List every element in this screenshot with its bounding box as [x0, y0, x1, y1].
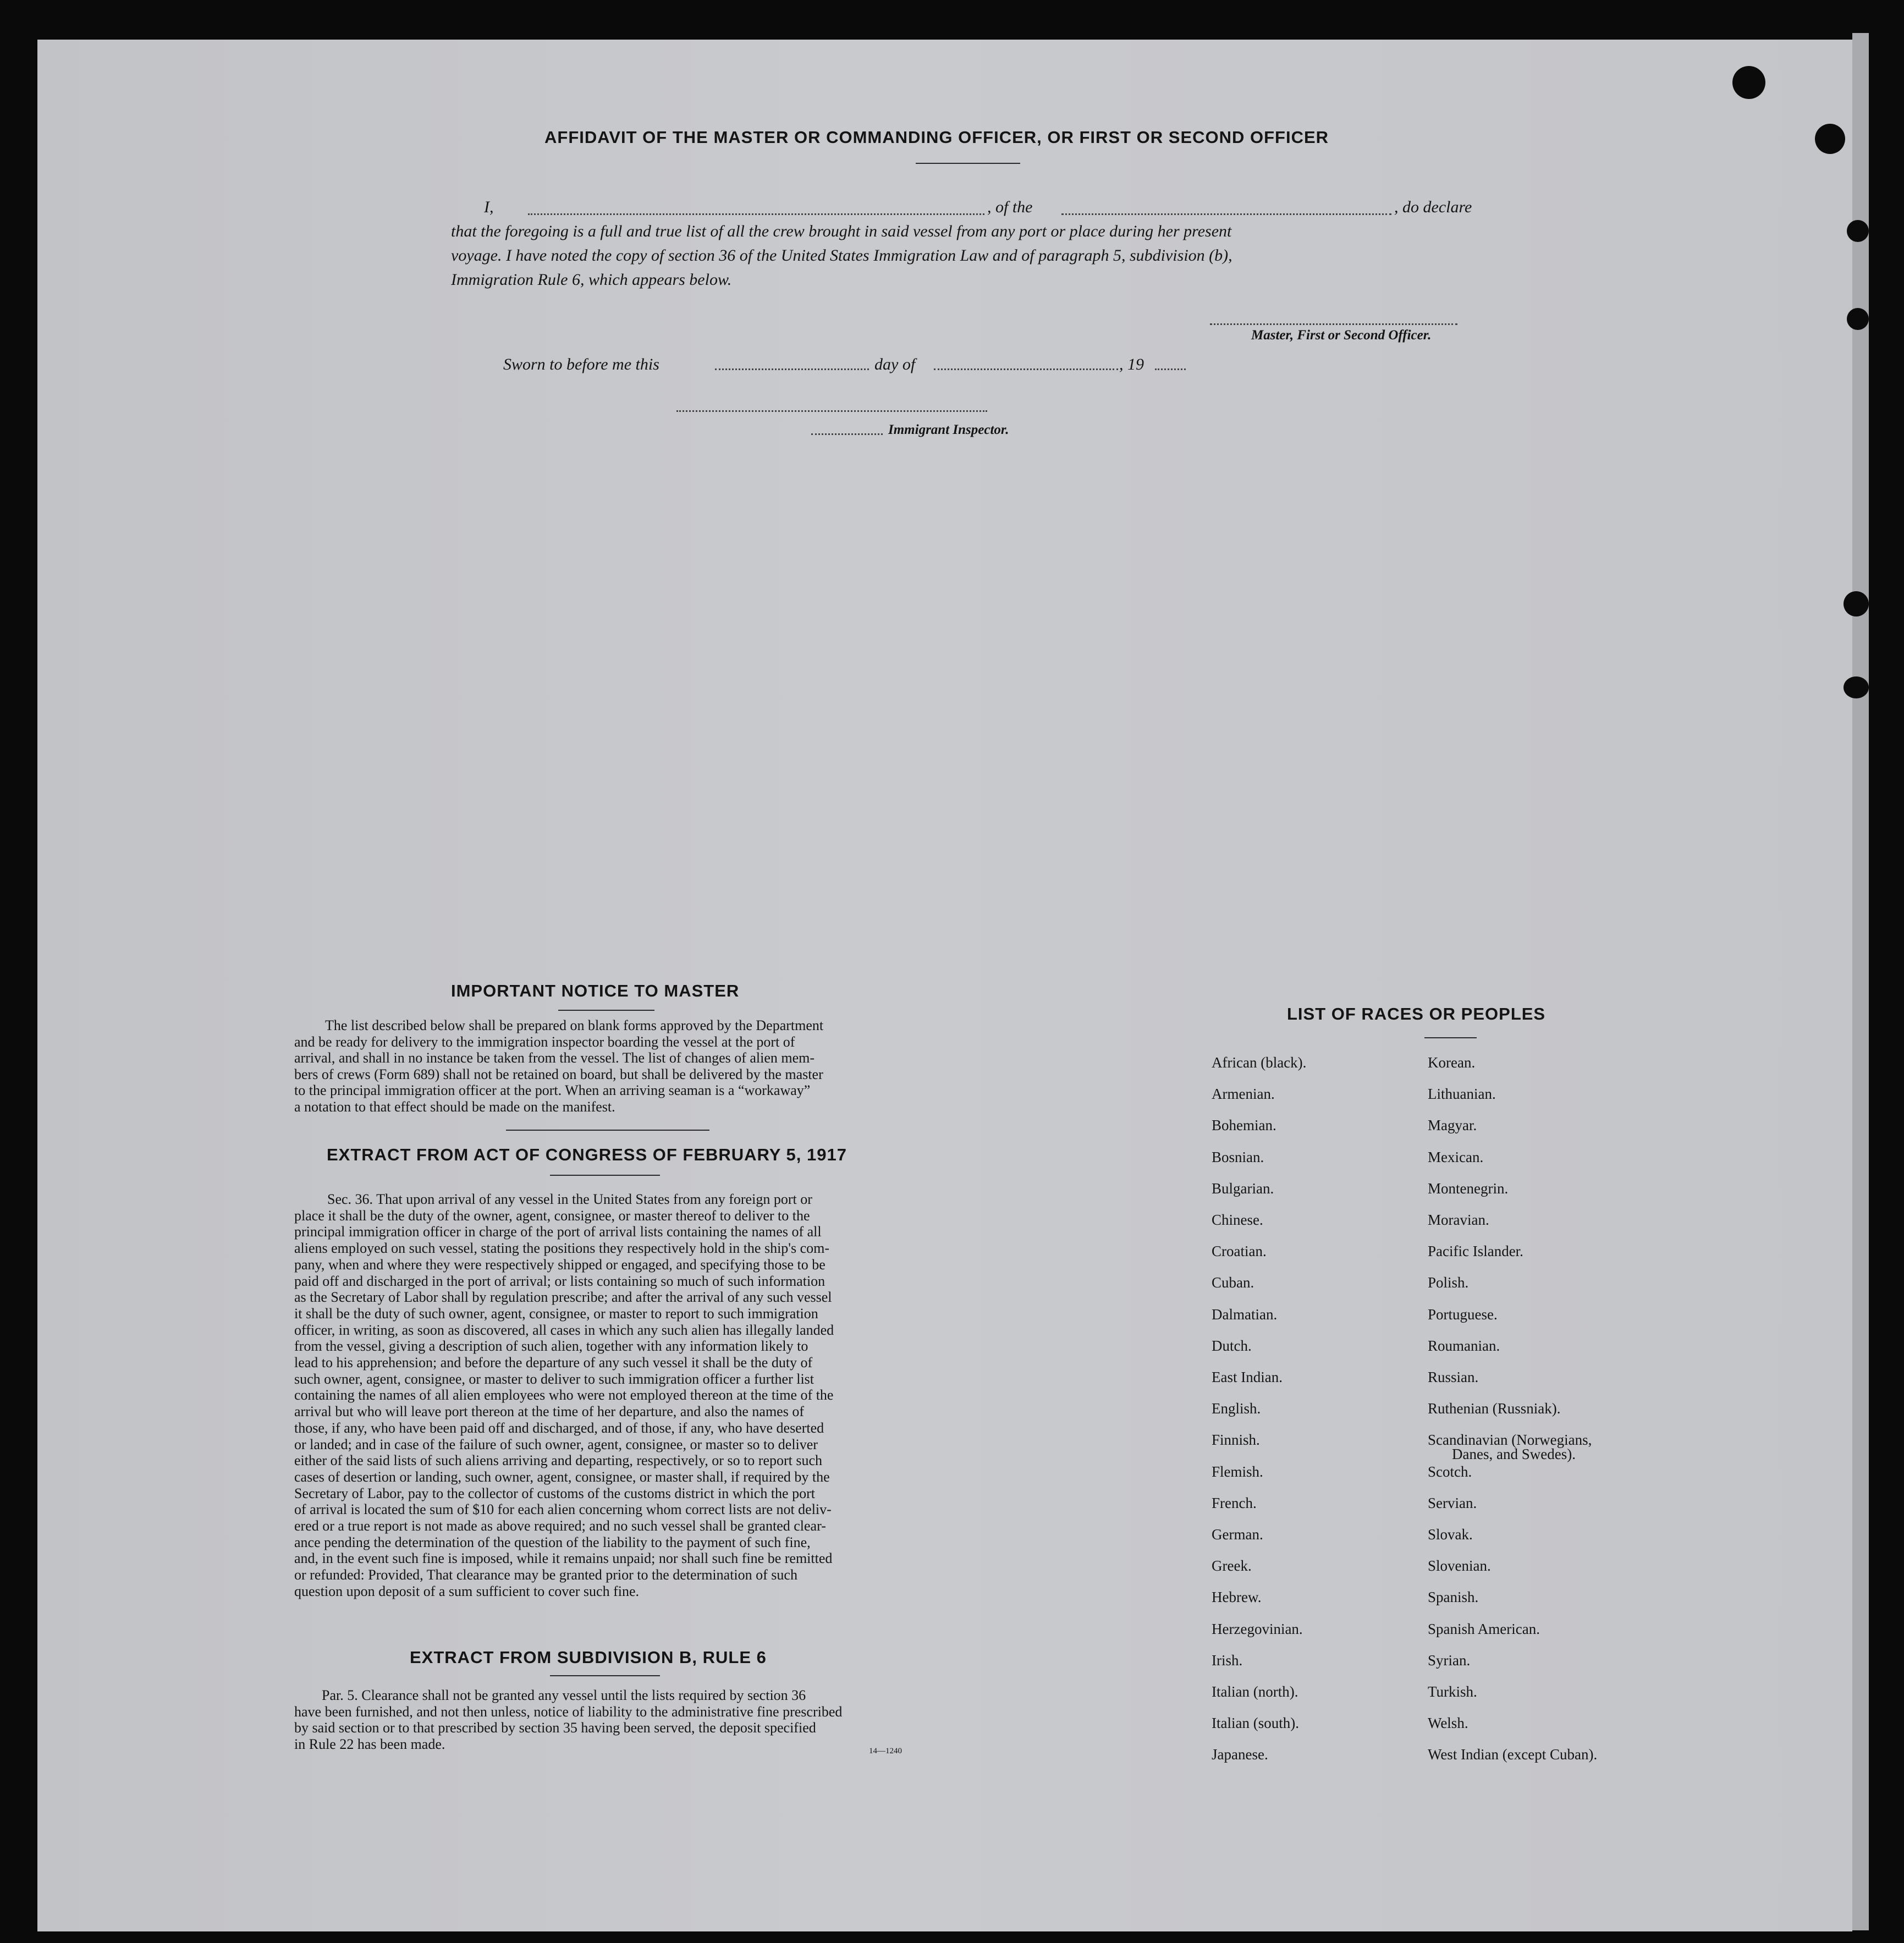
rule-line: have been furnished, and not then unless, notice of liability to the administrative fine prescribed	[294, 1703, 843, 1720]
day-of-text: day of	[874, 355, 916, 373]
race-item: Japanese.	[1212, 1746, 1268, 1763]
notice-title: IMPORTANT NOTICE TO MASTER	[451, 981, 740, 1000]
vessel-blank[interactable]	[1061, 213, 1391, 215]
races-title: LIST OF RACES OR PEOPLES	[1287, 1004, 1546, 1023]
notice-line: to the principal immigration officer at the port. When an arriving seaman is a “workaway”	[294, 1082, 811, 1099]
affidavit-line: that the foregoing is a full and true list of all the crew brought in said vessel from any port or place during her present	[451, 222, 1232, 240]
act-title: EXTRACT FROM ACT OF CONGRESS OF FEBRUARY 5, 1917	[327, 1145, 847, 1164]
signature-blank[interactable]	[1210, 323, 1457, 325]
race-item: Moravian.	[1428, 1212, 1489, 1228]
act-line: officer, in writing, as soon as discovered, all cases in which any such alien has illegally landed	[294, 1322, 834, 1338]
name-blank[interactable]	[528, 213, 984, 215]
act-line: or landed; and in case of the failure of such owner, agent, consignee, or master so to deliver	[294, 1436, 818, 1452]
act-line: aliens employed on such vessel, stating the positions they respectively hold in the ship's com-	[294, 1240, 830, 1257]
race-item: Bohemian.	[1212, 1117, 1276, 1134]
race-item: Bosnian.	[1212, 1148, 1264, 1165]
act-line: ance pending the determination of the question of the liability to the payment of such fine,	[294, 1534, 811, 1550]
notice-line: bers of crews (Form 689) shall not be retained on board, but shall be delivered by the master	[294, 1066, 823, 1082]
race-item: Dalmatian.	[1212, 1306, 1278, 1323]
race-item: Magyar.	[1428, 1117, 1477, 1134]
act-line: either of the said lists of such aliens arriving and departing, respectively, or so to report such	[294, 1452, 823, 1469]
act-line: Secretary of Labor, pay to the collector of customs of the customs district in which the port	[294, 1485, 815, 1501]
act-line: of arrival is located the sum of $10 for each alien concerning whom correct lists are not deliv-	[294, 1501, 832, 1518]
act-line: those, if any, who have been paid off and discharged, and of those, if any, who have deserted	[294, 1419, 824, 1436]
day-blank[interactable]	[715, 368, 869, 370]
act-line: place it shall be the duty of the owner, agent, consignee, or master thereof to deliver to the	[294, 1207, 810, 1224]
race-item: East Indian.	[1212, 1369, 1283, 1385]
race-item: Chinese.	[1212, 1212, 1263, 1228]
race-item: Syrian.	[1428, 1652, 1471, 1669]
race-item: Lithuanian.	[1428, 1086, 1496, 1103]
race-item: Finnish.	[1212, 1432, 1260, 1449]
signature-label: Master, First or Second Officer.	[1251, 328, 1432, 343]
binding-hole	[1847, 308, 1869, 330]
notice-line: The list described below shall be prepared on blank forms approved by the Department	[325, 1017, 824, 1033]
act-line: cases of desertion or landing, such owner, agent, consignee, or master shall, if required by the	[294, 1468, 830, 1485]
race-item: Korean.	[1428, 1054, 1476, 1071]
race-item-continuation: Danes, and Swedes).	[1452, 1446, 1576, 1463]
act-line: Sec. 36. That upon arrival of any vessel in the United States from any foreign port or	[327, 1191, 812, 1207]
affidavit-line: voyage. I have noted the copy of section 36 of the United States Immigration Law and of paragraph 5, subdivision (b),	[451, 246, 1232, 265]
race-item: West Indian (except Cuban).	[1428, 1746, 1598, 1763]
act-underline	[550, 1175, 660, 1176]
race-item: Turkish.	[1428, 1683, 1477, 1700]
race-item: Irish.	[1212, 1652, 1243, 1669]
rule-underline	[550, 1675, 660, 1676]
race-item: Greek.	[1212, 1557, 1252, 1575]
race-item: Italian (north).	[1212, 1683, 1298, 1700]
race-item: Slovenian.	[1428, 1557, 1491, 1575]
race-item: Pacific Islander.	[1428, 1243, 1523, 1260]
month-blank[interactable]	[934, 368, 1118, 370]
race-item: Flemish.	[1212, 1463, 1263, 1480]
race-item: Scandinavian (Norwegians,	[1428, 1432, 1592, 1449]
act-line: question upon deposit of a sum sufficient to cover such fine.	[294, 1583, 640, 1599]
act-line: pany, when and where they were respectively shipped or engaged, and specifying those to be	[294, 1256, 826, 1273]
rule-line: in Rule 22 has been made.	[294, 1736, 445, 1752]
act-line: lead to his apprehension; and before the departure of any such vessel it shall be the duty of	[294, 1355, 813, 1370]
binding-hole	[1844, 676, 1869, 698]
act-line: and, in the event such fine is imposed, while it remains unpaid; nor shall such fine be remitted	[294, 1550, 833, 1567]
affidavit-do-declare: , do declare	[1394, 198, 1472, 216]
affidavit-line: Immigration Rule 6, which appears below.	[451, 271, 732, 289]
binding-hole	[1815, 124, 1845, 154]
race-item: Slovak.	[1428, 1526, 1473, 1543]
rule-line: by said section or to that prescribed by section 35 having been served, the deposit specified	[294, 1720, 816, 1736]
race-item: Herzegovinian.	[1212, 1620, 1303, 1637]
act-line: paid off and discharged in the port of arrival; or lists containing so much of such information	[294, 1273, 826, 1289]
race-item: Roumanian.	[1428, 1337, 1500, 1354]
act-line: such owner, agent, consignee, or master to deliver to such immigration officer a further list	[294, 1370, 815, 1387]
binding-hole	[1732, 66, 1765, 99]
notice-line: arrival, and shall in no instance be taken from the vessel. The list of changes of alien mem-	[294, 1050, 815, 1066]
notice-line: a notation to that effect should be made on the manifest.	[294, 1099, 615, 1115]
document-page	[37, 40, 1852, 1931]
act-line: it shall be the duty of such owner, agent, consignee, or master to report to such immigration	[294, 1305, 818, 1322]
race-item: Cuban.	[1212, 1274, 1254, 1291]
affidavit-i: I,	[484, 198, 494, 216]
year-blank[interactable]	[1155, 368, 1186, 370]
races-underline	[1424, 1037, 1477, 1038]
race-item: Italian (south).	[1212, 1715, 1299, 1732]
race-item: Dutch.	[1212, 1337, 1252, 1354]
form-number: 14—1240	[869, 1747, 902, 1755]
race-item: Scotch.	[1428, 1463, 1472, 1480]
race-item: Mexican.	[1428, 1148, 1484, 1165]
race-item: Montenegrin.	[1428, 1180, 1509, 1197]
act-line: containing the names of all alien employees who were not employed thereon at the time of the	[294, 1387, 834, 1403]
race-item: Servian.	[1428, 1494, 1477, 1511]
race-item: Spanish American.	[1428, 1620, 1540, 1637]
rule-line: Par. 5. Clearance shall not be granted any vessel until the lists required by section 36	[322, 1687, 806, 1703]
inspector-signature-blank[interactable]	[676, 410, 987, 412]
notice-divider	[506, 1130, 709, 1131]
race-item: French.	[1212, 1494, 1257, 1511]
race-item: African (black).	[1212, 1054, 1307, 1071]
act-line: ered or a true report is not made as above required; and no such vessel shall be granted clear-	[294, 1518, 826, 1534]
rule-title: EXTRACT FROM SUBDIVISION B, RULE 6	[410, 1648, 767, 1667]
race-item: Welsh.	[1428, 1715, 1468, 1732]
inspector-label: Immigrant Inspector.	[888, 422, 1009, 437]
affidavit-of-the: , of the	[987, 198, 1033, 216]
affidavit-title: AFFIDAVIT OF THE MASTER OR COMMANDING OFFICER, OR FIRST OR SECOND OFFICER	[544, 128, 1329, 147]
year-text: , 19	[1119, 355, 1144, 373]
race-item: English.	[1212, 1400, 1261, 1417]
race-item: Croatian.	[1212, 1243, 1267, 1260]
notice-line: and be ready for delivery to the immigration inspector boarding the vessel at the port of	[294, 1033, 795, 1050]
race-item: German.	[1212, 1526, 1263, 1543]
race-item: Ruthenian (Russniak).	[1428, 1400, 1561, 1417]
act-line: principal immigration officer in charge of the port of arrival lists containing the names of all	[294, 1224, 822, 1240]
race-item: Bulgarian.	[1212, 1180, 1274, 1197]
act-line: or refunded: Provided, That clearance may be granted prior to the determination of such	[294, 1567, 797, 1583]
act-line: from the vessel, giving a description of such alien, together with any information likely to	[294, 1338, 808, 1355]
notice-underline	[558, 1010, 654, 1011]
race-item: Hebrew.	[1212, 1589, 1262, 1606]
title-underline	[916, 163, 1020, 164]
binding-hole	[1847, 220, 1869, 242]
race-item: Armenian.	[1212, 1086, 1275, 1103]
inspector-prefix-blank[interactable]	[811, 433, 883, 435]
race-item: Polish.	[1428, 1274, 1469, 1291]
race-item: Spanish.	[1428, 1589, 1479, 1606]
binding-hole	[1844, 591, 1869, 617]
sworn-text: Sworn to before me this	[503, 355, 659, 373]
race-item: Russian.	[1428, 1369, 1479, 1385]
act-line: arrival but who will leave port thereon at the time of her departure, and also the names of	[294, 1403, 804, 1420]
race-item: Portuguese.	[1428, 1306, 1498, 1323]
act-line: as the Secretary of Labor shall by regulation prescribe; and after the arrival of any such vessel	[294, 1289, 832, 1306]
